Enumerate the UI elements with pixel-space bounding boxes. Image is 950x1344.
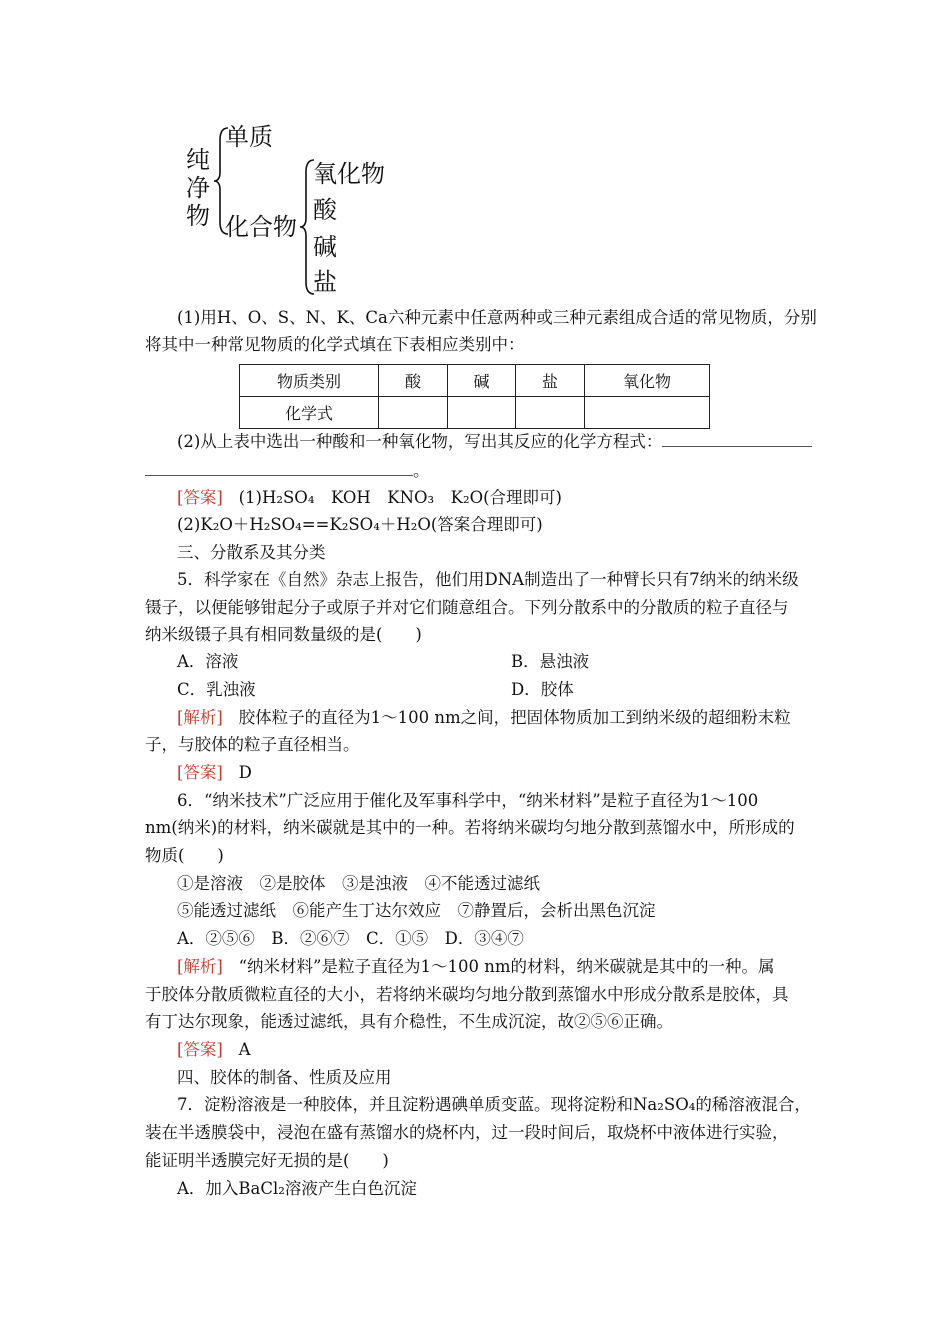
q6-analysis-line2: 于胶体分散质微粒直径的大小，若将纳米碳均匀地分散到蒸馏水中形成分散系是胶体，具 <box>145 985 789 1004</box>
q5-line2: 镊子，以便能够钳起分子或原子并对它们随意组合。下列分散系中的分散质的粒子直径与 <box>145 598 789 617</box>
q5-option-b[interactable]: B．悬浊液 <box>511 652 590 671</box>
table-header-cell: 碱 <box>448 365 516 397</box>
table-header-cell: 酸 <box>379 365 448 397</box>
table-header-cell: 氧化物 <box>585 365 710 397</box>
q4-part2-end: 。 <box>413 461 430 480</box>
q6-answer <box>177 1040 251 1060</box>
oxide-label: 氧化物 <box>313 160 385 188</box>
section-heading-4: 四、胶体的制备、性质及应用 <box>177 1068 392 1087</box>
table-row <box>240 397 710 429</box>
table-row <box>240 365 710 397</box>
q4-answer-line1 <box>177 488 562 508</box>
answer-tag: [答案] <box>177 488 223 507</box>
answer-cell-oxide[interactable] <box>585 397 710 429</box>
q4-part2-text: (2)从上表中选出一种酸和一种氧化物，写出其反应的化学方程式： <box>177 432 663 451</box>
salt-label: 盐 <box>313 268 337 296</box>
q5-analysis-line2: 子，与胶体的粒子直径相当。 <box>145 735 360 754</box>
analysis-text: “纳米材料”是粒子直径为1～100 nm的材料，纳米碳就是其中的一种。属 <box>238 957 775 976</box>
section-heading-3: 三、分散系及其分类 <box>177 543 326 562</box>
answer-tag: [答案] <box>177 1040 223 1059</box>
q7-option-a[interactable]: A．加入BaCl₂溶液产生白色沉淀 <box>177 1179 417 1198</box>
q6-line2: nm(纳米)的材料，纳米碳就是其中的一种。若将纳米碳均匀地分散到蒸馏水中，所形成的 <box>145 818 795 837</box>
q6-line1: 6．“纳米技术”广泛应用于催化及军事科学中，“纳米材料”是粒子直径为1～100 <box>177 791 759 810</box>
q4-part1-line2: 将其中一种常见物质的化学式填在下表相应类别中： <box>145 335 525 354</box>
answer-cell-acid[interactable] <box>379 397 448 429</box>
q5-answer <box>177 763 252 783</box>
q4-answer-line2: (2)K₂O＋H₂SO₄==K₂SO₄＋H₂O(答案合理即可) <box>177 515 543 534</box>
answer-blank[interactable] <box>145 461 413 476</box>
elemental-label: 单质 <box>225 123 273 151</box>
base-label: 碱 <box>313 233 337 261</box>
answer-text: (1)H₂SO₄ KOH KNO₃ K₂O(合理即可) <box>238 488 562 507</box>
answer-cell-base[interactable] <box>448 397 516 429</box>
q6-line3: 物质( ) <box>145 846 224 865</box>
table-header-cell: 盐 <box>516 365 585 397</box>
answer-tag: [答案] <box>177 763 223 782</box>
q4-part2-line2 <box>145 461 430 481</box>
q5-option-a[interactable]: A．溶液 <box>177 652 239 671</box>
q5-option-d[interactable]: D．胶体 <box>511 680 574 699</box>
acid-label: 酸 <box>313 196 337 224</box>
q7-line2: 装在半透膜袋中，浸泡在盛有蒸馏水的烧杯内，过一段时间后，取烧杯中液体进行实验， <box>145 1123 789 1142</box>
q5-analysis-line1 <box>177 708 791 728</box>
q7-line3: 能证明半透膜完好无损的是( ) <box>145 1151 389 1170</box>
analysis-tag: [解析] <box>177 957 223 976</box>
q4-part1-line1: (1)用H、O、S、N、K、Ca六种元素中任意两种或三种元素组成合适的常见物质，分别 <box>177 308 817 327</box>
q6-items2: ⑤能透过滤纸 ⑥能产生丁达尔效应 ⑦静置后，会析出黑色沉淀 <box>177 901 656 920</box>
q6-options[interactable]: A．②⑤⑥ B．②⑥⑦ C．①⑤ D．③④⑦ <box>177 929 524 948</box>
root-label: 纯净物 <box>186 146 210 230</box>
q7-line1: 7．淀粉溶液是一种胶体，并且淀粉遇碘单质变蓝。现将淀粉和Na₂SO₄的稀溶液混合， <box>177 1095 811 1114</box>
table-row-label: 化学式 <box>240 397 379 429</box>
q6-analysis-line3: 有丁达尔现象，能透过滤纸，具有介稳性，不生成沉淀，故②⑤⑥正确。 <box>145 1012 673 1031</box>
table-header-cell: 物质类别 <box>240 365 379 397</box>
answer-text: A <box>238 1040 251 1059</box>
answer-cell-salt[interactable] <box>516 397 585 429</box>
classification-table <box>239 364 710 429</box>
compound-label: 化合物 <box>225 213 297 241</box>
q5-line3: 纳米级镊子具有相同数量级的是( ) <box>145 625 422 644</box>
q5-line1: 5．科学家在《自然》杂志上报告，他们用DNA制造出了一种臂长只有7纳米的纳米级 <box>177 570 799 589</box>
q4-part2-line1 <box>177 432 812 452</box>
analysis-text: 胶体粒子的直径为1～100 nm之间，把固体物质加工到纳米级的超细粉末粒 <box>238 708 791 727</box>
q6-analysis-line1 <box>177 957 775 977</box>
answer-text: D <box>238 763 252 782</box>
answer-blank[interactable] <box>662 432 812 447</box>
q6-items1: ①是溶液 ②是胶体 ③是浊液 ④不能透过滤纸 <box>177 874 540 893</box>
q5-option-c[interactable]: C．乳浊液 <box>177 680 256 699</box>
analysis-tag: [解析] <box>177 708 223 727</box>
